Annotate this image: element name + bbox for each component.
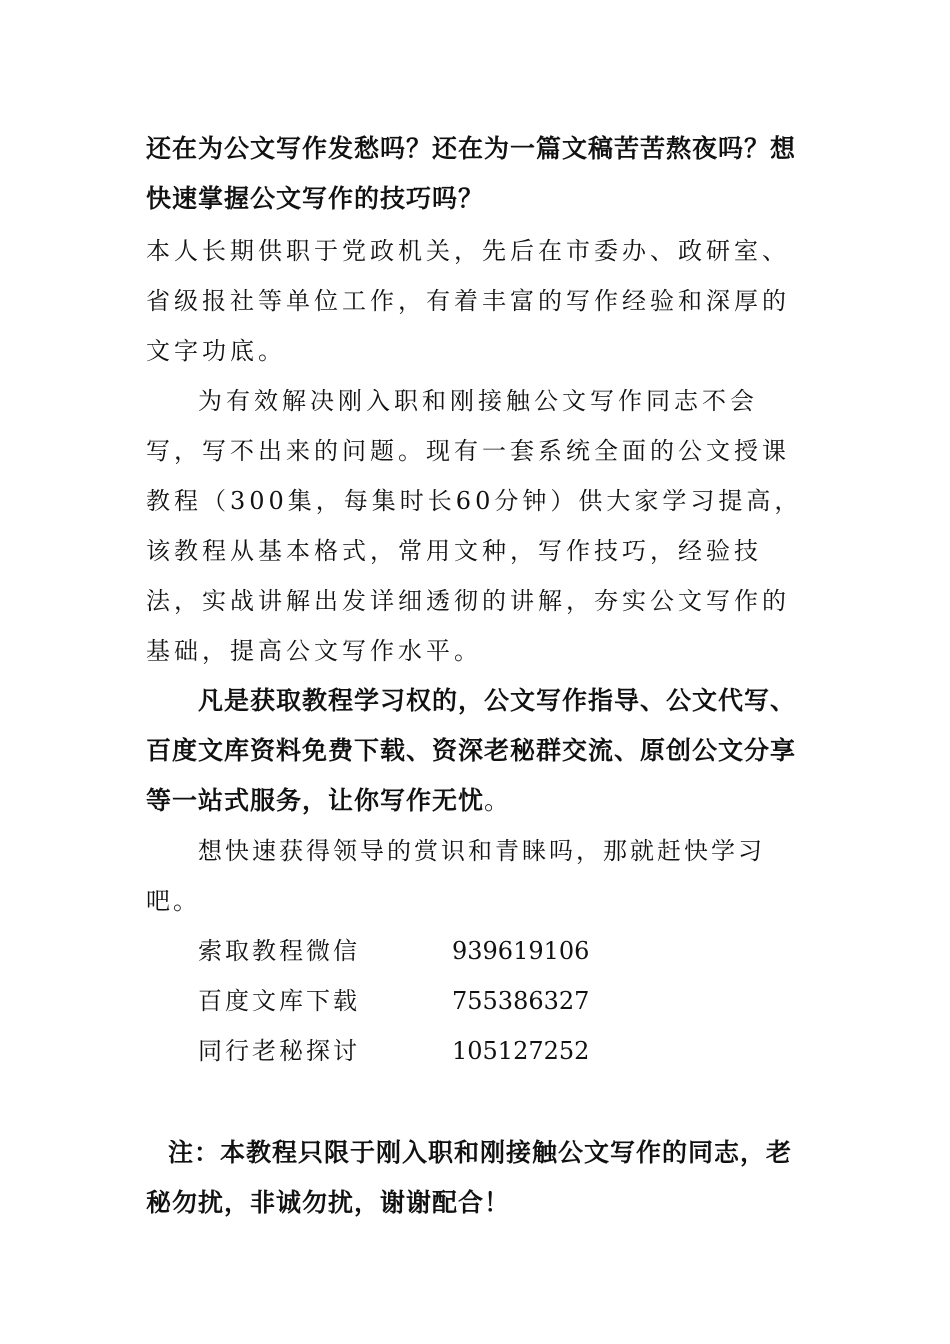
contact-value: 755386327 (452, 987, 590, 1015)
services-text: 凡是获取教程学习权的，公文写作指导、公文代写、百度文库资料免费下载、资深老秘群交流、原创公文分享等一站式服务，让你写作无忧 (146, 686, 797, 815)
contact-value: 105127252 (452, 1037, 590, 1065)
contact-row-wechat (146, 926, 806, 976)
contact-row-peers (146, 1026, 806, 1076)
call-to-action: 想快速获得领导的赏识和青睐吗，那就赶快学习吧。 (146, 837, 765, 915)
intro-paragraph: 本人长期供职于党政机关，先后在市委办、政研室、省级报社等单位工作，有着丰富的写作经验和深厚的文字功底。 (146, 237, 790, 365)
contact-row-wenku (146, 976, 806, 1026)
services-paragraph (146, 676, 806, 826)
contact-label: 索取教程微信 (198, 937, 360, 965)
contact-label: 同行老秘探讨 (198, 1037, 360, 1065)
contact-value: 939619106 (452, 937, 590, 965)
document-page (146, 124, 806, 1228)
contact-label: 百度文库下载 (198, 987, 360, 1015)
headline: 还在为公文写作发愁吗？还在为一篇文稿苦苦熬夜吗？想快速掌握公文写作的技巧吗？ (146, 134, 797, 213)
note-paragraph: 注：本教程只限于刚入职和刚接触公文写作的同志，老秘勿扰，非诚勿扰，谢谢配合！ (146, 1138, 793, 1217)
course-description-paragraph: 为有效解决刚入职和刚接触公文写作同志不会写，写不出来的问题。现有一套系统全面的公文授课教程（300集，每集时长60分钟）供大家学习提高，该教程从基本格式，常用文种，写作技巧，经验技法，实战讲解出发详细透彻的讲解，夯实公文写作的基础，提高公文写作水平。 (146, 387, 803, 665)
services-end-mark: 。 (484, 786, 511, 815)
